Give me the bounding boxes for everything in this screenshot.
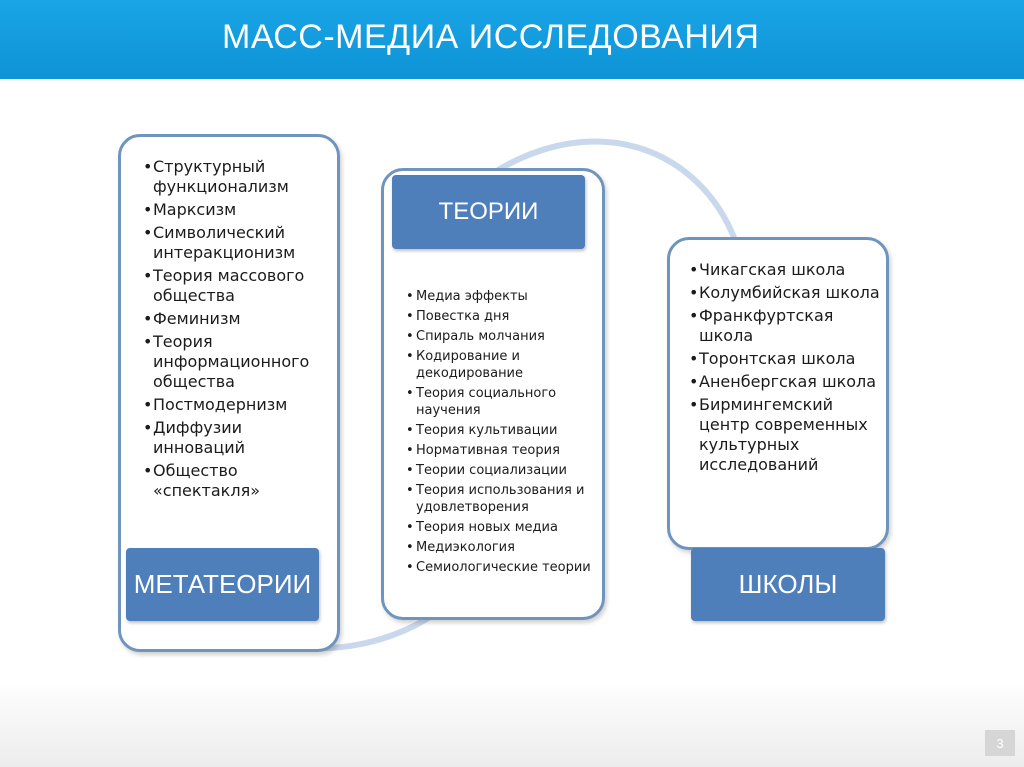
list-item: • Спираль молчания: [406, 328, 596, 345]
theories-list: [406, 288, 596, 579]
list-item: • Теория новых медиа: [406, 519, 596, 536]
list-item: • Марксизм: [143, 200, 333, 220]
list-item: • Колумбийская школа: [689, 283, 884, 303]
list-item: • Бирмингемский центр современных культурных исследований: [689, 395, 884, 475]
list-item: • Постмодернизм: [143, 395, 333, 415]
list-item: • Медиа эффекты: [406, 288, 596, 305]
list-item: • Структурный функционализм: [143, 157, 333, 197]
metatheories-list: [143, 157, 333, 504]
slide-title: МАСС-МЕДИА ИССЛЕДОВАНИЯ: [222, 18, 760, 56]
list-item: • Чикагская школа: [689, 260, 884, 280]
list-item: • Кодирование и декодирование: [406, 348, 596, 382]
schools-label: ШКОЛЫ: [691, 548, 885, 621]
theories-label: ТЕОРИИ: [392, 175, 585, 249]
list-item: • Теория социального научения: [406, 385, 596, 419]
schools-panel: [667, 237, 889, 550]
list-item: • Нормативная теория: [406, 442, 596, 459]
list-item: • Диффузии инноваций: [143, 418, 333, 458]
list-item: • Теория культивации: [406, 422, 596, 439]
list-item: • Повестка дня: [406, 308, 596, 325]
list-item: • Феминизм: [143, 309, 333, 329]
list-item: • Семиологические теории: [406, 559, 596, 576]
list-item: • Теория использования и удовлетворения: [406, 482, 596, 516]
list-item: • Общество «спектакля»: [143, 461, 333, 501]
schools-list: [689, 260, 884, 478]
page-number: 3: [985, 730, 1015, 756]
list-item: • Медиэкология: [406, 539, 596, 556]
metatheories-label: МЕТАТЕОРИИ: [126, 548, 319, 621]
list-item: • Теории социализации: [406, 462, 596, 479]
list-item: • Торонтская школа: [689, 349, 884, 369]
list-item: • Теория информационного общества: [143, 332, 333, 392]
list-item: • Символический интеракционизм: [143, 223, 333, 263]
list-item: • Теория массового общества: [143, 266, 333, 306]
list-item: • Франкфуртская школа: [689, 306, 884, 346]
list-item: • Аненбергская школа: [689, 372, 884, 392]
